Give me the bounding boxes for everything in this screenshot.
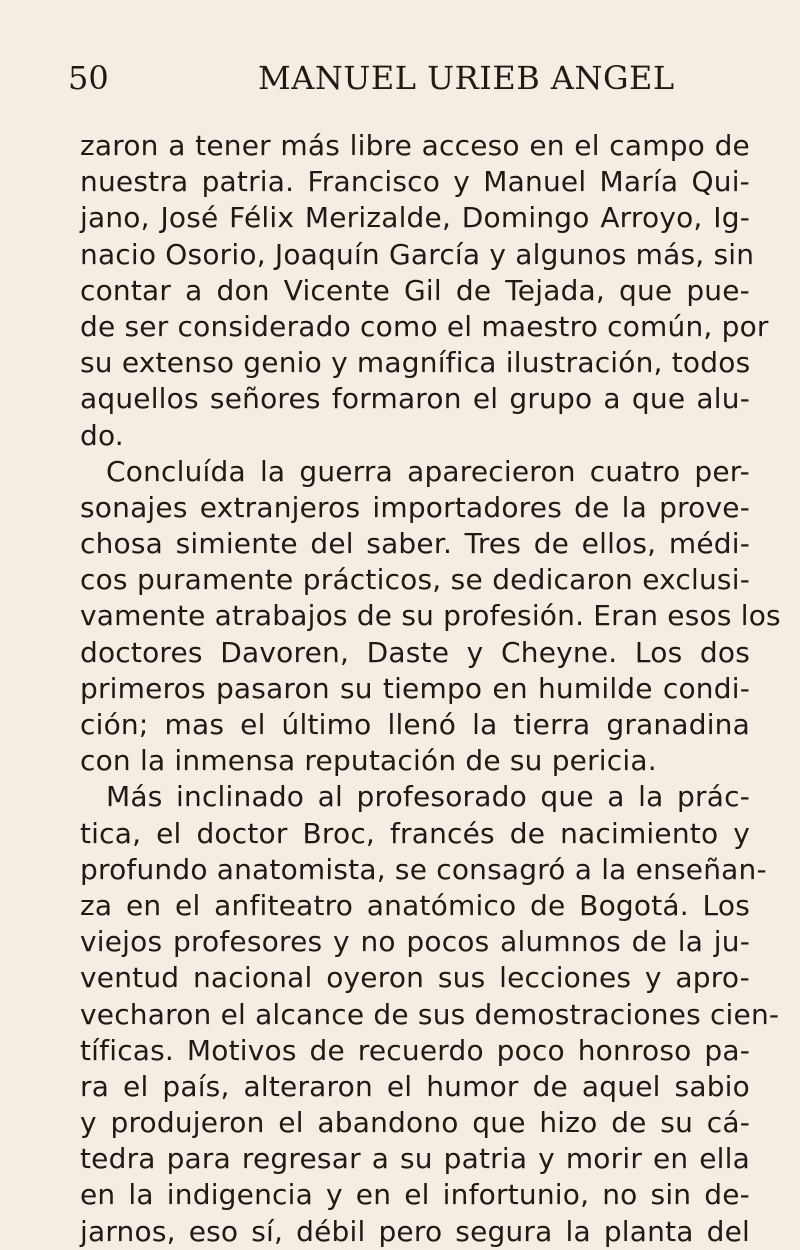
running-head: MANUEL URIEB ANGEL bbox=[258, 59, 675, 97]
text-line: do. bbox=[80, 418, 124, 452]
text-line: jarnos, eso sí, débil pero segura la planta del bbox=[80, 1214, 750, 1248]
text-line: doctores Davoren, Daste y Cheyne. Los dos bbox=[80, 635, 750, 669]
text-line: su extenso genio y magnífica ilustración, todos bbox=[80, 346, 751, 380]
page-number: 50 bbox=[68, 59, 109, 97]
text-line: tica, el doctor Broc, francés de nacimiento y bbox=[80, 816, 750, 850]
text-line: sonajes extranjeros importadores de la prove- bbox=[80, 490, 750, 524]
text-line: aquellos señores formaron el grupo a que alu- bbox=[80, 382, 750, 416]
text-line: profundo anatomista, se consagró a la enseñan- bbox=[80, 852, 767, 886]
text-line: vecharon el alcance de sus demostraciones cien- bbox=[80, 997, 780, 1031]
text-line: nuestra patria. Francisco y Manuel María Qui- bbox=[80, 165, 750, 199]
text-line: jano, José Félix Merizalde, Domingo Arroyo, Ig- bbox=[80, 201, 750, 235]
text-line: tíficas. Motivos de recuerdo poco honroso pa- bbox=[80, 1033, 750, 1067]
text-line: en la indigencia y en el infortunio, no sin de- bbox=[80, 1178, 750, 1212]
text-line: contar a don Vicente Gil de Tejada, que pue- bbox=[80, 273, 750, 307]
text-line: ción; mas el último llenó la tierra granadina bbox=[80, 708, 750, 741]
text-line: chosa simiente del saber. Tres de ellos, médi- bbox=[80, 527, 750, 561]
text-line: de ser considerado como el maestro común, por bbox=[80, 309, 769, 343]
text-line: viejos profesores y no pocos alumnos de la ju- bbox=[80, 925, 750, 959]
text-line: zaron a tener más libre acceso en el campo de bbox=[80, 129, 750, 162]
text-line: nacio Osorio, Joaquín García y algunos más, sin bbox=[80, 237, 755, 271]
text-line: y produjeron el abandono que hizo de su cá- bbox=[80, 1106, 750, 1140]
text-line: tedra para regresar a su patria y morir en ella bbox=[80, 1142, 750, 1176]
text-line: cos puramente prácticos, se dedicaron exclusi- bbox=[80, 563, 750, 597]
text-line: vamente atrabajos de su profesión. Eran esos los bbox=[80, 599, 781, 633]
page-header bbox=[68, 58, 733, 98]
text-line: primeros pasaron su tiempo en humilde condi- bbox=[80, 671, 750, 705]
text-line: Más inclinado al profesorado que a la prác- bbox=[106, 780, 750, 814]
text-line: Concluída la guerra aparecieron cuatro per- bbox=[106, 454, 750, 488]
text-line: ra el país, alteraron el humor de aquel sabio bbox=[80, 1069, 750, 1103]
text-line: con la inmensa reputación de su pericia. bbox=[80, 744, 657, 778]
text-line: za en el anfiteatro anatómico de Bogotá. Los bbox=[80, 888, 750, 922]
text-line: ventud nacional oyeron sus lecciones y apro- bbox=[80, 961, 750, 995]
body-text bbox=[80, 128, 781, 1250]
